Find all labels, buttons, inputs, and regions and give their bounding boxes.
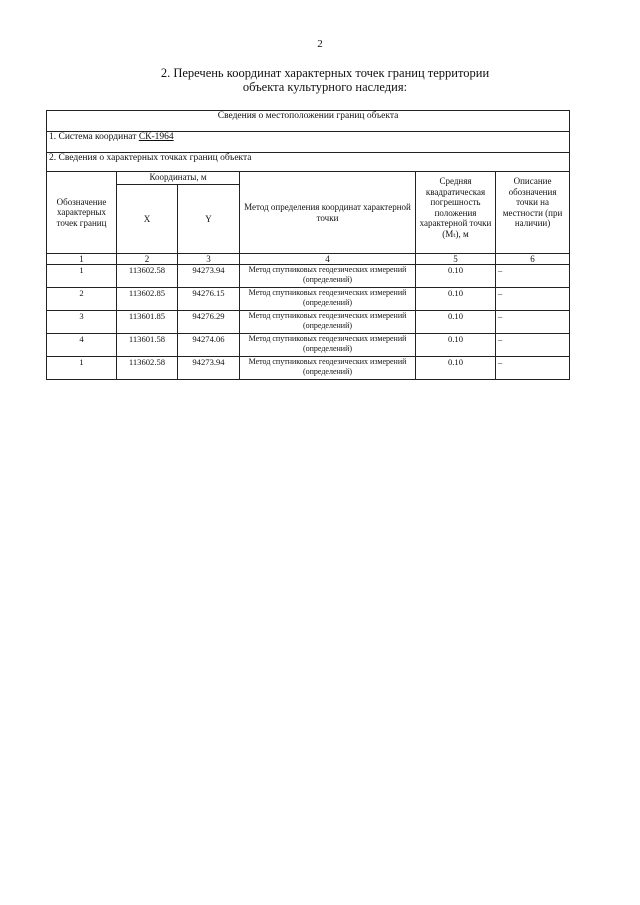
page-number: 2 bbox=[317, 38, 323, 50]
cell-x: 113602.58 bbox=[117, 265, 178, 288]
points-section-title: 2. Сведения о характерных точках границ объекта bbox=[47, 153, 570, 172]
cell-point: 1 bbox=[47, 357, 117, 380]
header-accuracy: Средняя квадратическая погрешность положения характерной точки (Mₜ), м bbox=[416, 172, 496, 254]
cell-x: 113602.58 bbox=[117, 357, 178, 380]
column-number: 1 bbox=[47, 254, 117, 265]
document-heading bbox=[100, 66, 550, 94]
cell-method: Метод спутниковых геодезических измерений (определений) bbox=[240, 357, 416, 380]
table-title: Сведения о местоположении границ объекта bbox=[47, 111, 570, 132]
header-method: Метод определения координат характерной точки bbox=[240, 172, 416, 254]
table-row bbox=[47, 357, 570, 380]
cell-point: 4 bbox=[47, 334, 117, 357]
cell-y: 94273.94 bbox=[178, 357, 240, 380]
cell-x: 113601.85 bbox=[117, 311, 178, 334]
header-x: X bbox=[117, 185, 178, 254]
cell-point: 3 bbox=[47, 311, 117, 334]
cell-accuracy: 0.10 bbox=[416, 288, 496, 311]
boundary-coordinates-table bbox=[46, 110, 570, 380]
cell-y: 94276.29 bbox=[178, 311, 240, 334]
column-numbers-row bbox=[47, 254, 570, 265]
cell-point: 2 bbox=[47, 288, 117, 311]
column-number: 4 bbox=[240, 254, 416, 265]
cell-accuracy: 0.10 bbox=[416, 334, 496, 357]
cell-description: – bbox=[496, 357, 570, 380]
cell-method: Метод спутниковых геодезических измерений (определений) bbox=[240, 288, 416, 311]
cell-method: Метод спутниковых геодезических измерений (определений) bbox=[240, 311, 416, 334]
cell-method: Метод спутниковых геодезических измерений (определений) bbox=[240, 265, 416, 288]
cell-accuracy: 0.10 bbox=[416, 265, 496, 288]
header-y: Y bbox=[178, 185, 240, 254]
cell-point: 1 bbox=[47, 265, 117, 288]
cell-description: – bbox=[496, 334, 570, 357]
cell-description: – bbox=[496, 265, 570, 288]
cell-y: 94273.94 bbox=[178, 265, 240, 288]
cell-accuracy: 0.10 bbox=[416, 357, 496, 380]
column-number: 6 bbox=[496, 254, 570, 265]
column-number: 3 bbox=[178, 254, 240, 265]
header-description: Описание обозначения точки на местности (при наличии) bbox=[496, 172, 570, 254]
cell-x: 113601.58 bbox=[117, 334, 178, 357]
column-number: 2 bbox=[117, 254, 178, 265]
cell-x: 113602.85 bbox=[117, 288, 178, 311]
cell-method: Метод спутниковых геодезических измерений (определений) bbox=[240, 334, 416, 357]
cell-accuracy: 0.10 bbox=[416, 311, 496, 334]
header-point-designation: Обозначение характерных точек границ bbox=[47, 172, 117, 254]
heading-line-2: объекта культурного наследия: bbox=[242, 80, 408, 94]
heading-line-1: 2. Перечень координат характерных точек границ территории bbox=[160, 66, 490, 80]
coordinate-system-row bbox=[47, 132, 570, 153]
cell-y: 94274.06 bbox=[178, 334, 240, 357]
table-row bbox=[47, 288, 570, 311]
cell-y: 94276.15 bbox=[178, 288, 240, 311]
cell-description: – bbox=[496, 288, 570, 311]
column-number: 5 bbox=[416, 254, 496, 265]
table-row bbox=[47, 311, 570, 334]
table-row bbox=[47, 334, 570, 357]
coordinate-system-label: 1. Система координат bbox=[49, 132, 139, 142]
cell-description: – bbox=[496, 311, 570, 334]
header-coordinates: Координаты, м bbox=[117, 172, 240, 185]
table-row bbox=[47, 265, 570, 288]
coordinate-system-value: СК-1964 bbox=[138, 132, 174, 142]
